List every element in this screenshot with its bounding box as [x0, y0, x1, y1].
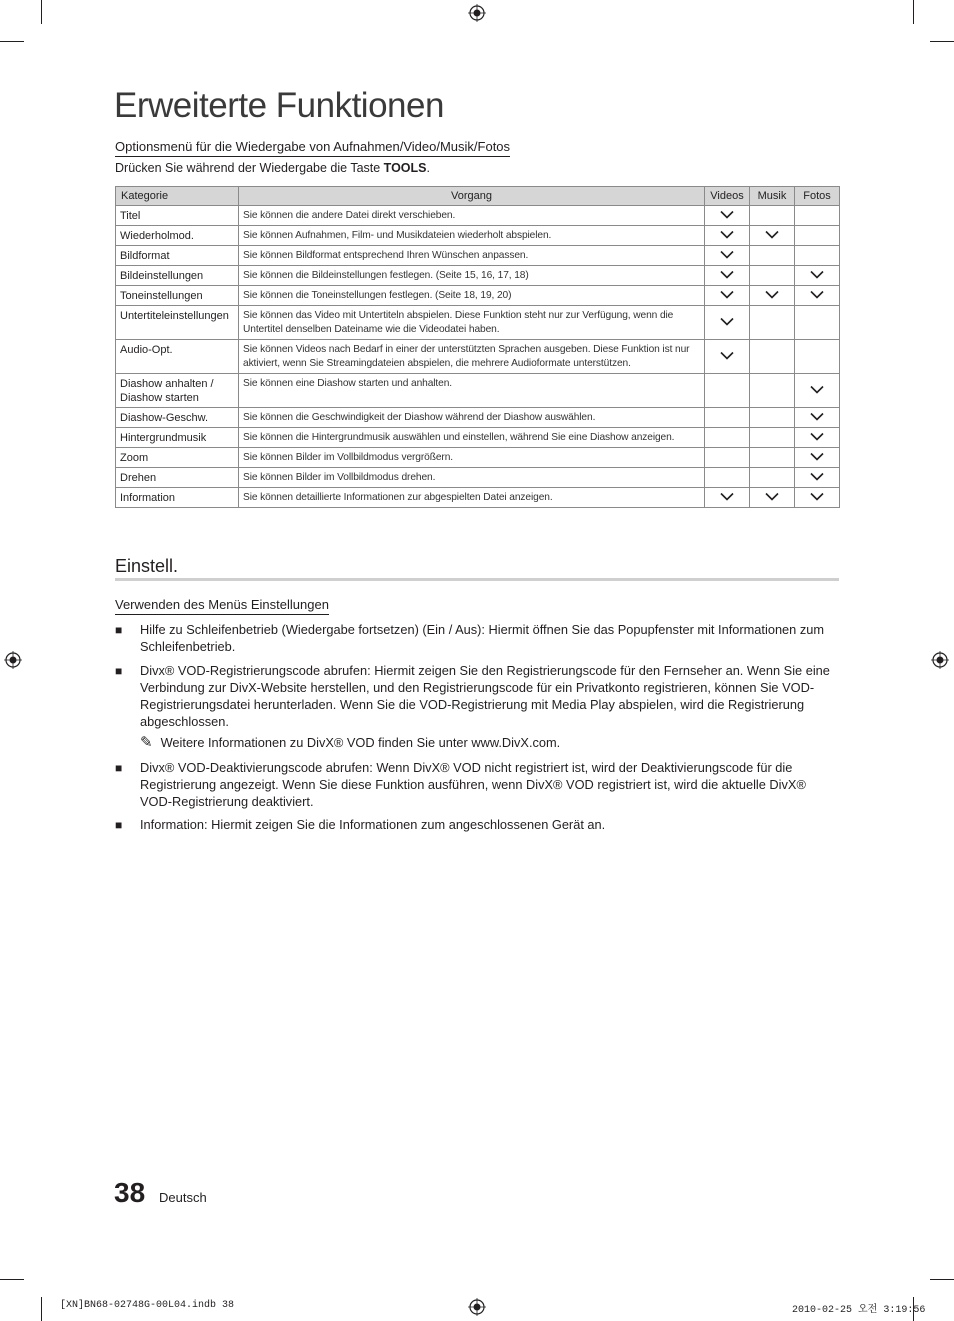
- crop-mark: [913, 0, 914, 24]
- description-cell: Sie können eine Diashow starten und anhalten.: [239, 374, 705, 408]
- column-header-videos: Videos: [705, 187, 750, 206]
- description-cell: Sie können die Hintergrundmusik auswählen und einstellen, während Sie eine Diashow anzeigen.: [239, 428, 705, 448]
- list-item: [115, 759, 840, 810]
- description-cell: Sie können die andere Datei direkt verschieben.: [239, 206, 705, 226]
- description-cell: Sie können das Video mit Untertiteln abspielen. Diese Funktion steht nur zur Verfügung, wenn die Untertitel denselben Dateiname wie die Videodatei haben.: [239, 306, 705, 340]
- check-icon: [810, 385, 824, 394]
- category-cell: Diashow-Geschw.: [116, 408, 239, 428]
- check-icon: [765, 290, 779, 299]
- table-row: [116, 448, 840, 468]
- table-row: [116, 340, 840, 374]
- bullet-square-icon: ■: [115, 818, 123, 832]
- photos-cell: [795, 488, 840, 508]
- pencil-note-icon: ✎: [140, 734, 153, 751]
- videos-cell: [705, 246, 750, 266]
- photos-cell: [795, 226, 840, 246]
- note-text: Weitere Informationen zu DivX® VOD finden Sie unter www.DivX.com.: [160, 735, 561, 750]
- description-cell: Sie können Bilder im Vollbildmodus drehen.: [239, 468, 705, 488]
- section-heading-settings: Einstell.: [115, 556, 179, 576]
- category-cell: Titel: [116, 206, 239, 226]
- section-divider: [115, 578, 839, 581]
- description-cell: Sie können Bildformat entsprechend Ihren Wünschen anpassen.: [239, 246, 705, 266]
- videos-cell: [705, 468, 750, 488]
- photos-cell: [795, 374, 840, 408]
- bullet-text: : Wenn DivX® VOD nicht registriert ist, wird der Deaktivierungscode für die Registrierung angezeigt. Wenn Sie diese Funktion ausführen, wenn DivX® VOD registriert ist, wird die aktuelle DivX® VOD-Registrierung deaktiviert.: [140, 760, 806, 809]
- description-cell: Sie können Aufnahmen, Film- und Musikdateien wiederholt abspielen.: [239, 226, 705, 246]
- check-icon: [720, 492, 734, 501]
- photos-cell: [795, 266, 840, 286]
- list-item: [115, 816, 840, 833]
- column-header-vorgang: Vorgang: [239, 187, 705, 206]
- photos-cell: [795, 246, 840, 266]
- subheading-settings-menu: Verwenden des Menüs Einstellungen: [115, 597, 329, 615]
- check-icon: [810, 492, 824, 501]
- description-cell: Sie können Bilder im Vollbildmodus vergrößern.: [239, 448, 705, 468]
- table-row: [116, 286, 840, 306]
- category-cell: Audio-Opt.: [116, 340, 239, 374]
- table-body: [116, 206, 840, 508]
- check-icon: [720, 270, 734, 279]
- check-icon: [765, 230, 779, 239]
- table-row: [116, 266, 840, 286]
- options-table: [115, 186, 840, 508]
- registration-mark-icon: [931, 651, 949, 669]
- photos-cell: [795, 306, 840, 340]
- photos-cell: [795, 408, 840, 428]
- table-row: [116, 488, 840, 508]
- crop-mark: [41, 1297, 42, 1321]
- check-icon: [765, 492, 779, 501]
- category-cell: Diashow anhalten / Diashow starten: [116, 374, 239, 408]
- videos-cell: [705, 306, 750, 340]
- footer-timestamp: 2010-02-25 오전 3:19:56: [792, 1305, 926, 1316]
- check-icon: [720, 317, 734, 326]
- check-icon: [810, 452, 824, 461]
- check-icon: [810, 472, 824, 481]
- music-cell: [750, 468, 795, 488]
- section-heading-playback-options: Optionsmenü für die Wiedergabe von Aufnahmen/Video/Musik/Fotos: [115, 139, 510, 157]
- list-item: [115, 662, 840, 730]
- videos-cell: [705, 488, 750, 508]
- check-icon: [720, 351, 734, 360]
- intro-text: [115, 161, 430, 175]
- description-cell: Sie können die Toneinstellungen festlegen. (Seite 18, 19, 20): [239, 286, 705, 306]
- photos-cell: [795, 428, 840, 448]
- photos-cell: [795, 468, 840, 488]
- check-icon: [810, 412, 824, 421]
- registration-mark-icon: [468, 1298, 486, 1316]
- page-language: Deutsch: [159, 1190, 207, 1205]
- category-cell: Untertiteleinstellungen: [116, 306, 239, 340]
- check-icon: [720, 290, 734, 299]
- table-row: [116, 468, 840, 488]
- videos-cell: [705, 448, 750, 468]
- videos-cell: [705, 340, 750, 374]
- description-cell: Sie können detaillierte Informationen zur abgespielten Datei anzeigen.: [239, 488, 705, 508]
- table-row: [116, 226, 840, 246]
- music-cell: [750, 206, 795, 226]
- videos-cell: [705, 206, 750, 226]
- table-row: [116, 374, 840, 408]
- bullet-term: Divx® VOD-Deaktivierungscode abrufen: [140, 760, 370, 775]
- videos-cell: [705, 226, 750, 246]
- check-icon: [810, 270, 824, 279]
- photos-cell: [795, 286, 840, 306]
- page-title: Erweiterte Funktionen: [114, 86, 444, 125]
- check-icon: [810, 432, 824, 441]
- description-cell: Sie können die Geschwindigkeit der Diashow während der Diashow auswählen.: [239, 408, 705, 428]
- table-row: [116, 306, 840, 340]
- videos-cell: [705, 374, 750, 408]
- bullet-square-icon: ■: [115, 761, 123, 775]
- crop-mark: [0, 41, 24, 42]
- bullet-term: Hilfe zu Schleifenbetrieb (Wiedergabe fortsetzen) (Ein / Aus): [140, 622, 482, 637]
- table-row: [116, 246, 840, 266]
- tools-key: TOOLS: [383, 161, 427, 175]
- category-cell: Bildformat: [116, 246, 239, 266]
- music-cell: [750, 226, 795, 246]
- note: [140, 733, 560, 751]
- category-cell: Information: [116, 488, 239, 508]
- crop-mark: [930, 1279, 954, 1280]
- music-cell: [750, 246, 795, 266]
- column-header-fotos: Fotos: [795, 187, 840, 206]
- check-icon: [720, 250, 734, 259]
- registration-mark-icon: [4, 651, 22, 669]
- videos-cell: [705, 408, 750, 428]
- videos-cell: [705, 428, 750, 448]
- column-header-musik: Musik: [750, 187, 795, 206]
- intro-prefix: Drücken Sie während der Wiedergabe die Taste: [115, 161, 384, 175]
- crop-mark: [0, 1279, 24, 1280]
- music-cell: [750, 488, 795, 508]
- category-cell: Toneinstellungen: [116, 286, 239, 306]
- intro-suffix: .: [426, 161, 430, 175]
- bullet-term: Divx® VOD-Registrierungscode abrufen: [140, 663, 368, 678]
- category-cell: Wiederholmod.: [116, 226, 239, 246]
- check-icon: [720, 230, 734, 239]
- music-cell: [750, 408, 795, 428]
- table-header-row: [116, 187, 840, 206]
- category-cell: Drehen: [116, 468, 239, 488]
- photos-cell: [795, 448, 840, 468]
- check-icon: [810, 290, 824, 299]
- footer-file-info: [XN]BN68-02748G-00L04.indb 38: [60, 1300, 235, 1311]
- registration-mark-icon: [468, 4, 486, 22]
- crop-mark: [41, 0, 42, 24]
- music-cell: [750, 374, 795, 408]
- category-cell: Zoom: [116, 448, 239, 468]
- bullet-text: : Hiermit zeigen Sie die Informationen zum angeschlossenen Gerät an.: [204, 817, 606, 832]
- page-number: 38: [114, 1177, 146, 1208]
- category-cell: Hintergrundmusik: [116, 428, 239, 448]
- videos-cell: [705, 286, 750, 306]
- bullet-text: : Hiermit öffnen Sie das Popupfenster mit Informationen zum Schleifenbetrieb.: [140, 622, 825, 654]
- category-cell: Bildeinstellungen: [116, 266, 239, 286]
- column-header-kategorie: Kategorie: [116, 187, 239, 206]
- bullet-square-icon: ■: [115, 623, 123, 637]
- bullet-text: : Hiermit zeigen Sie den Registrierungscode für den Fernseher an. Wenn Sie eine Verbindung zur DivX-Website herstellen, und den Registrierungscode für ein Privatkonto registrieren, können Sie VOD-Registrierungsdatei herunterladen. Wenn Sie die VOD-Registrierung mit Media Play abspielen, wird die Registrierung abgeschlossen.: [140, 663, 830, 729]
- music-cell: [750, 286, 795, 306]
- photos-cell: [795, 340, 840, 374]
- table-row: [116, 428, 840, 448]
- music-cell: [750, 428, 795, 448]
- description-cell: Sie können die Bildeinstellungen festlegen. (Seite 15, 16, 17, 18): [239, 266, 705, 286]
- music-cell: [750, 306, 795, 340]
- videos-cell: [705, 266, 750, 286]
- table-row: [116, 206, 840, 226]
- music-cell: [750, 448, 795, 468]
- check-icon: [720, 210, 734, 219]
- list-item: [115, 621, 840, 655]
- photos-cell: [795, 206, 840, 226]
- crop-mark: [930, 41, 954, 42]
- music-cell: [750, 340, 795, 374]
- bullet-term: Information: [140, 817, 205, 832]
- table-row: [116, 408, 840, 428]
- music-cell: [750, 266, 795, 286]
- bullet-square-icon: ■: [115, 664, 123, 678]
- description-cell: Sie können Videos nach Bedarf in einer der unterstützten Sprachen ausgeben. Diese Funktion ist nur aktiviert, wenn Sie Streamingdateien abspielen, die mehrere Audioformate unterstützen.: [239, 340, 705, 374]
